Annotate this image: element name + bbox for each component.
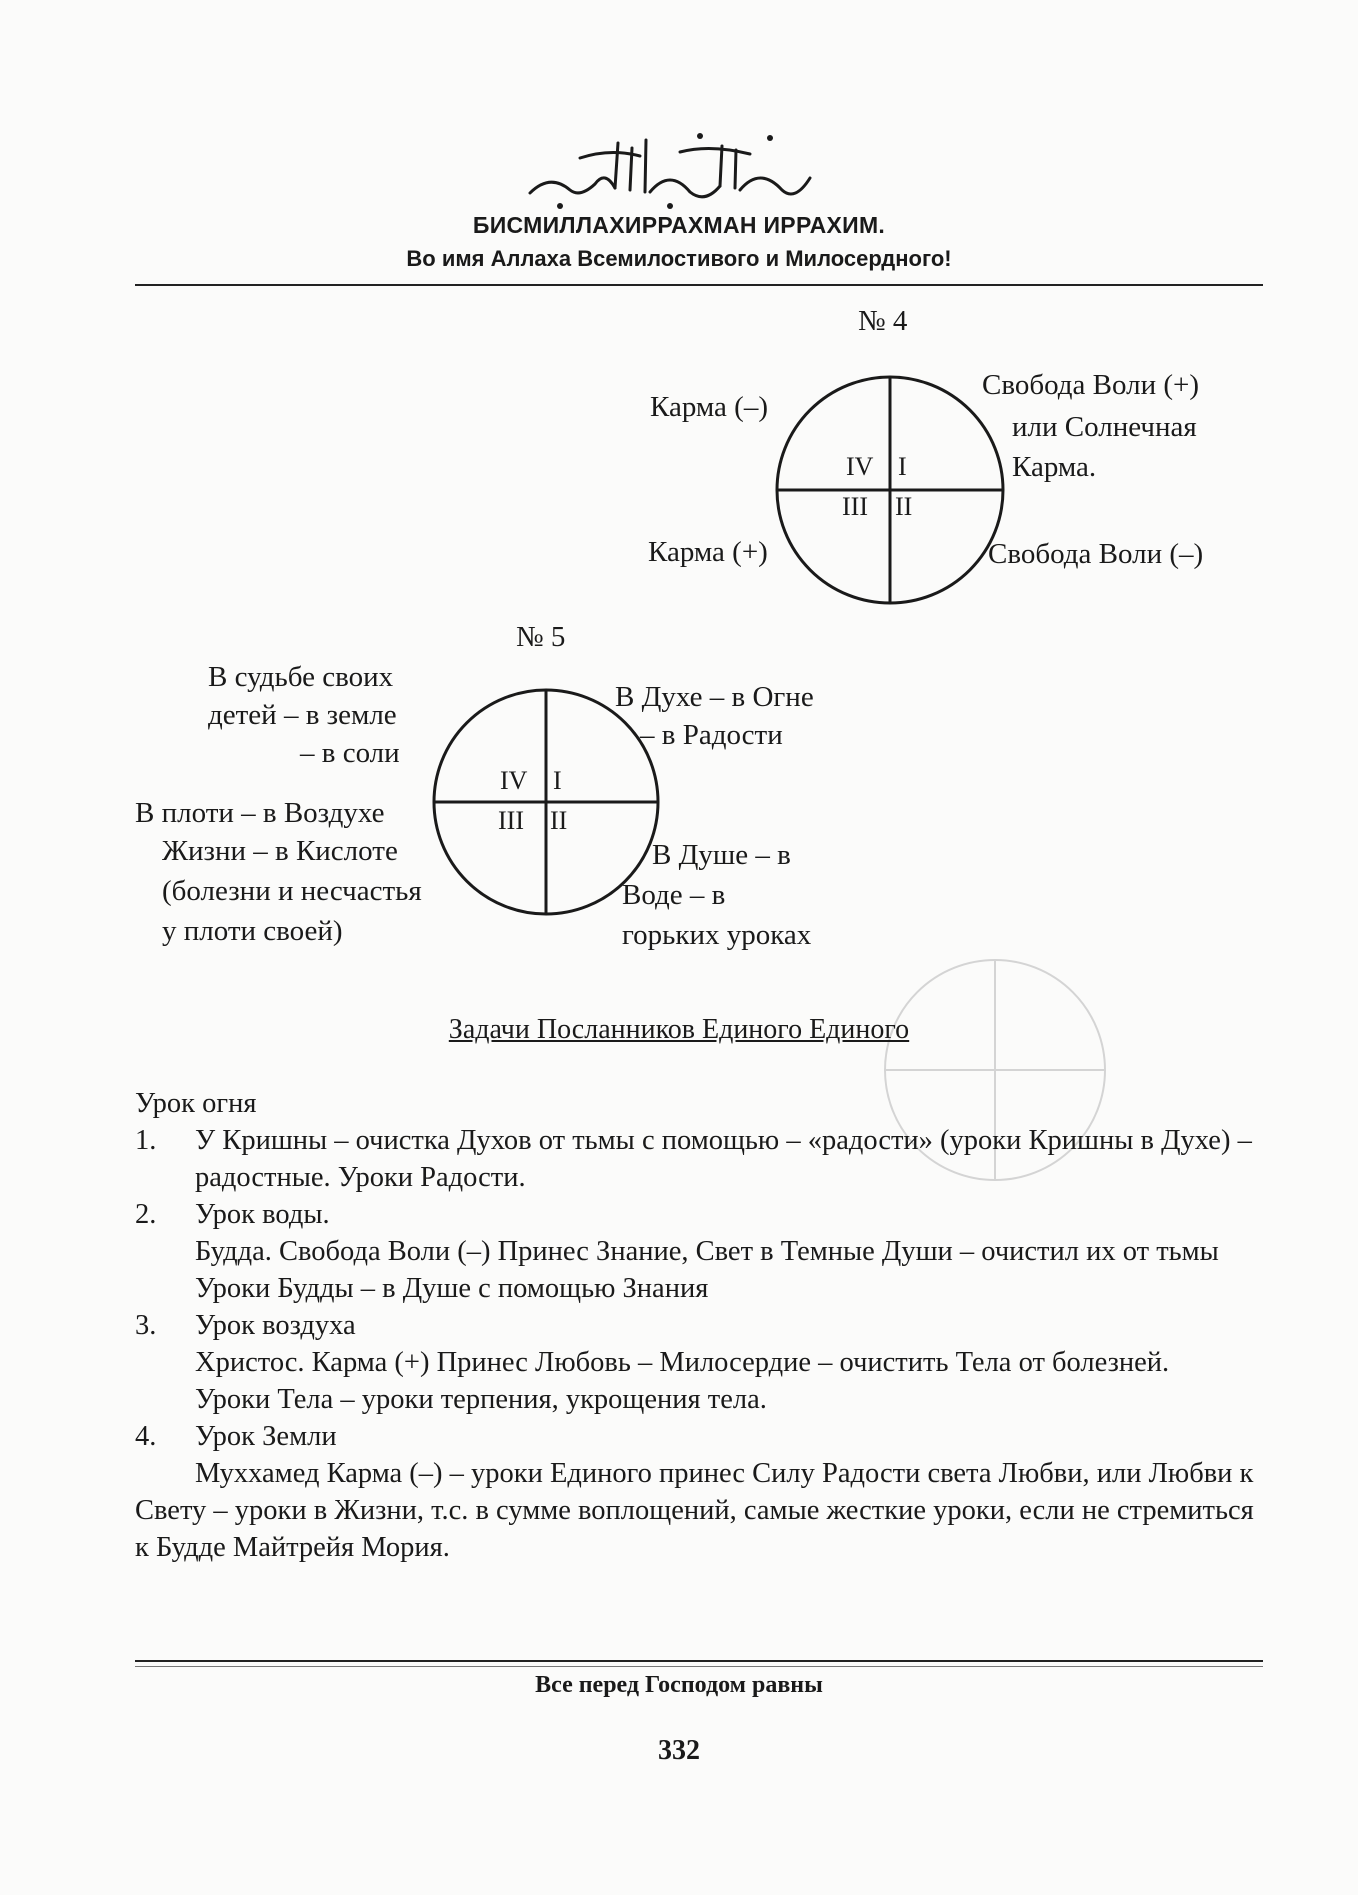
diagram4-quadrant-iv: IV bbox=[846, 452, 874, 481]
diagram5-top-right-2: – в Радости bbox=[640, 719, 783, 751]
diagram5-bottom-left-2: Жизни – в Кислоте bbox=[162, 835, 398, 867]
diagram4-circle bbox=[770, 370, 1010, 610]
list-item bbox=[135, 1418, 1265, 1455]
section-heading: Задачи Посланников Единого Единого bbox=[448, 1014, 910, 1045]
header-subtitle: Во имя Аллаха Всемилостивого и Милосердного! bbox=[406, 246, 952, 271]
closing-paragraph: Муххамед Карма (–) – уроки Единого принес Силу Радости света Любви, или Любви к Свету – уроки в Жизни, т.с. в сумме воплощений, самые жесткие уроки, если не стремиться к Будде Майтрейя Мория. bbox=[135, 1458, 1254, 1563]
list-item-text: Урок Земли bbox=[195, 1421, 337, 1452]
diagram5-quadrant-i: I bbox=[553, 766, 562, 795]
diagram5-bottom-right-1: В Душе – в bbox=[652, 839, 791, 871]
list-item-text: Будда. Свобода Воли (–) Принес Знание, Свет в Темные Души – очистил их от тьмы bbox=[195, 1236, 1219, 1267]
list-item-text: У Кришны – очистка Духов от тьмы с помощью – «радости» (уроки Кришны в Духе) – радостные. Уроки Радости. bbox=[195, 1125, 1252, 1193]
header-title: БИСМИЛЛАХИРРАХМАН ИРРАХИМ. bbox=[472, 212, 886, 238]
lessons-list bbox=[135, 1085, 1265, 1566]
header-rule bbox=[135, 284, 1263, 286]
diagram4-number: № 4 bbox=[858, 305, 908, 337]
diagram4-bottom-left: Карма (+) bbox=[648, 536, 768, 568]
diagram4-top-right-3: Карма. bbox=[1012, 451, 1097, 483]
list-item bbox=[135, 1122, 1265, 1196]
diagram5-quadrant-iv: IV bbox=[500, 766, 528, 795]
list-item-number: 4. bbox=[135, 1421, 157, 1452]
footer-motto: Все перед Господом равны bbox=[535, 1672, 823, 1698]
diagram4-bottom-right: Свобода Воли (–) bbox=[988, 538, 1204, 570]
basmala-calligraphy-icon bbox=[520, 118, 820, 213]
lessons-intro: Урок огня bbox=[135, 1088, 257, 1119]
diagram5-top-left-1: В судьбе своих bbox=[208, 661, 394, 693]
list-item-number: 2. bbox=[135, 1199, 157, 1230]
list-item-text: Урок воздуха bbox=[195, 1310, 356, 1341]
footer-rule bbox=[135, 1660, 1263, 1662]
diagram5-bottom-left-1: В плоти – в Воздухе bbox=[135, 797, 385, 829]
list-item-number: 1. bbox=[135, 1125, 157, 1156]
diagram5-top-left-3: – в соли bbox=[300, 737, 400, 769]
page-number: 332 bbox=[658, 1735, 700, 1766]
list-item-text: Урок воды. bbox=[195, 1199, 330, 1230]
diagram4-top-left: Карма (–) bbox=[650, 391, 768, 423]
list-item-number: 3. bbox=[135, 1310, 157, 1341]
diagram5-number: № 5 bbox=[516, 621, 566, 653]
diagram5-bottom-left-3: (болезни и несчастья bbox=[162, 875, 422, 907]
list-item bbox=[135, 1307, 1265, 1418]
diagram5-quadrant-iii: III bbox=[498, 806, 524, 835]
diagram5-bottom-right-3: горьких уроках bbox=[622, 919, 812, 951]
list-item-text: Уроки Будды – в Душе с помощью Знания bbox=[195, 1273, 709, 1304]
diagram4-top-right-2: или Солнечная bbox=[1012, 411, 1197, 443]
diagram4-top-right-1: Свобода Воли (+) bbox=[982, 369, 1200, 401]
diagram5-top-right-1: В Духе – в Огне bbox=[615, 681, 814, 713]
list-item bbox=[135, 1196, 1265, 1307]
diagram4-quadrant-iii: III bbox=[842, 492, 868, 521]
list-item-text: Уроки Тела – уроки терпения, укрощения тела. bbox=[195, 1384, 767, 1415]
diagram5-bottom-right-2: Воде – в bbox=[622, 879, 726, 911]
diagram5-bottom-left-4: у плоти своей) bbox=[162, 915, 343, 947]
list-item-text: Христос. Карма (+) Принес Любовь – Милосердие – очистить Тела от болезней. bbox=[195, 1347, 1170, 1378]
diagram5-top-left-2: детей – в земле bbox=[208, 699, 397, 731]
diagram5-quadrant-ii: II bbox=[550, 806, 568, 835]
diagram4-quadrant-i: I bbox=[898, 452, 907, 481]
footer-rule-thin bbox=[135, 1666, 1263, 1667]
diagram4-quadrant-ii: II bbox=[895, 492, 913, 521]
